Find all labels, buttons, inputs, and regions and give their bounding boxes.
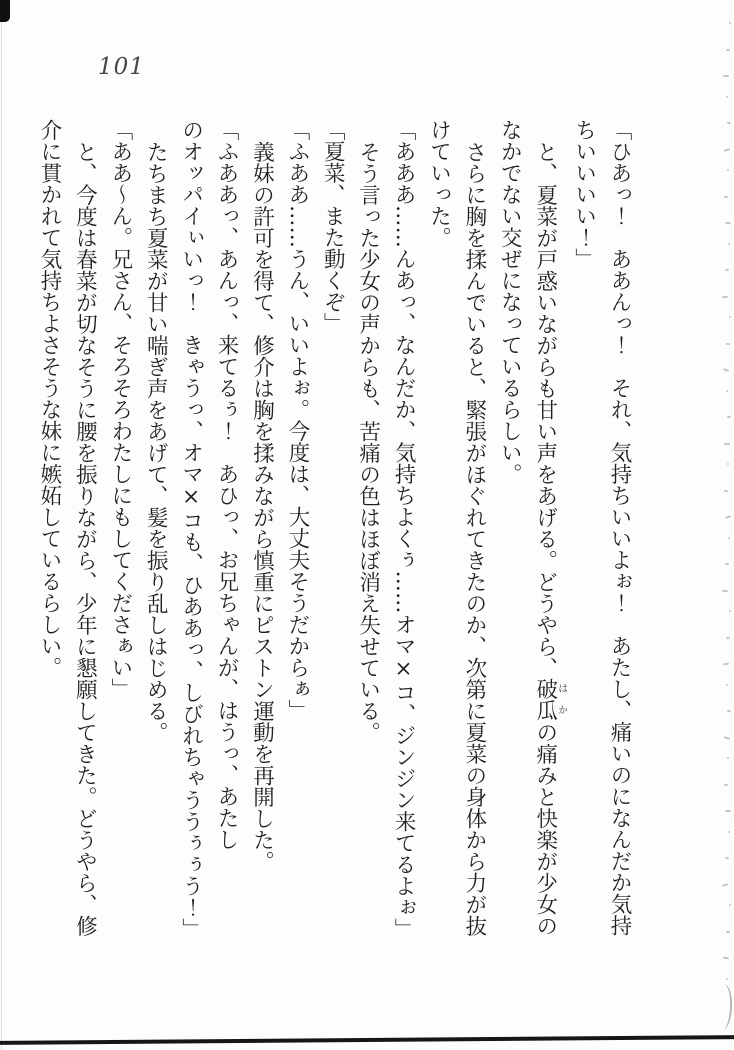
text-column: のオッパイぃいっ！ きゃうっ、オマ×コも、ひああっ、しびれちゃううぅぅう！」	[178, 119, 204, 940]
text-column: なかでない交ぜになっているらしい。	[497, 119, 523, 485]
page-text	[32, 119, 637, 964]
page-number: 101	[98, 54, 145, 80]
scan-left-edge	[1, 0, 2, 1050]
text-column: 義妹の許可を得て、修介は胸を揉みながら慎重にピストン運動を再開した。	[249, 140, 275, 872]
text-column: 「ふああっ、あんっ、来てるぅ！ あひっ、お兄ちゃんが、はうっ、あたし	[214, 119, 240, 850]
text-column: そう言った少女の声からも、苦痛の色はほぼ消え失せている。	[355, 140, 381, 743]
text-column: 「ひあっ！ ああんっ！ それ、気持ちいいよぉ！ あたし、痛いのになんだか気持	[607, 119, 632, 936]
text-run: と、夏菜が戸惑いながらも甘い声をあげる。どうやら、	[532, 140, 558, 678]
text-column: 「ああ〜ん。兄さん、そろそろわたしにもしてくださぁい」	[107, 119, 133, 700]
text-column: 「あああ……んあっ、なんだか、気持ちよくぅ……オマ×コ、ジンジン来てるよぉ」	[391, 119, 417, 940]
ruby-word	[532, 678, 567, 721]
ruby-base: 破瓜	[532, 678, 558, 721]
scan-bottom-border	[0, 1035, 734, 1045]
text-column: さらに胸を揉んでいると、緊張がほぐれてきたのか、次第に夏菜の身体から力が抜	[461, 140, 487, 936]
scan-curl-mark	[720, 984, 733, 1030]
text-column: ちいいいい！」	[571, 119, 597, 270]
text-column: 「夏菜、また動くぞ」	[320, 119, 346, 334]
text-column: と、今度は春菜が切なそうに腰を振りながら、少年に懇願してきた。どうやら、修	[72, 140, 98, 936]
text-column: 介に貫かれて気持ちよさそうな妹に嫉妬しているらしい。	[37, 119, 62, 678]
text-run: の痛みと快楽が少女の	[532, 721, 558, 936]
text-column: けていった。	[426, 119, 452, 248]
text-column-with-ruby	[527, 119, 566, 964]
text-column: たちまち夏菜が甘い喘ぎ声をあげて、髪を振り乱しはじめる。	[143, 140, 169, 743]
text-column: 「ふああ……うん、いいよぉ。今度は、大丈夫そうだからぁ」	[284, 119, 310, 721]
scan-corner-mark	[0, 0, 10, 22]
ruby-furigana: はか	[555, 678, 567, 721]
